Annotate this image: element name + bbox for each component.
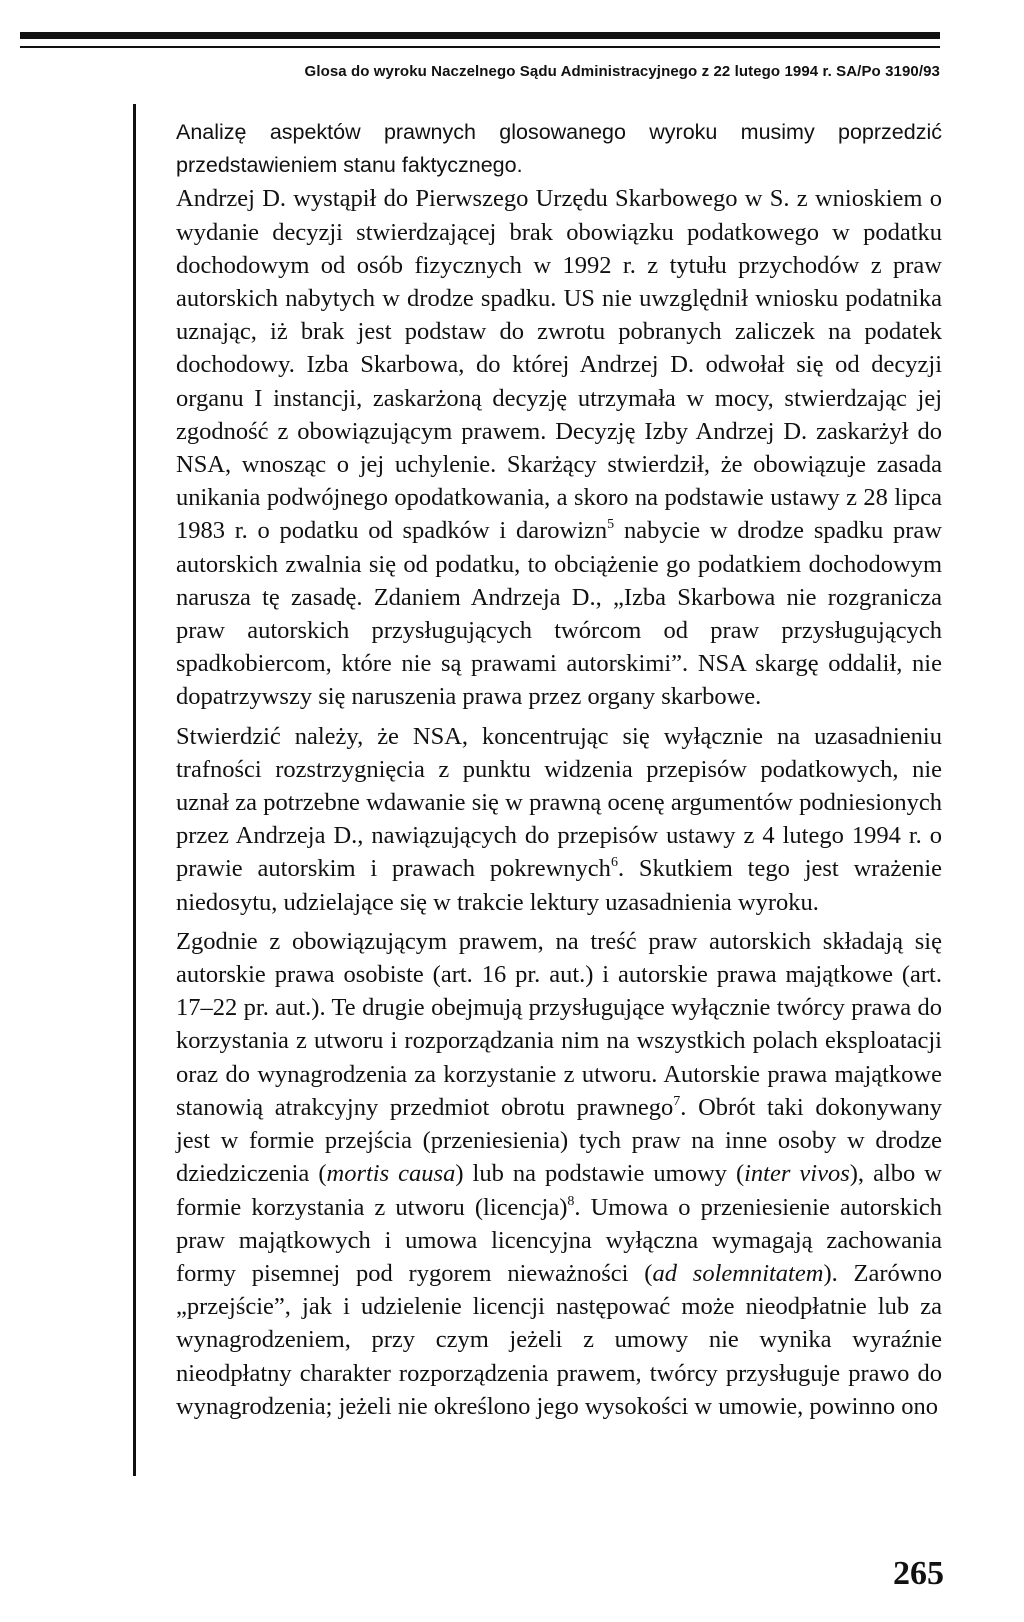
latin-term: ad solemnitatem [652,1259,824,1287]
header-rule-thick [20,32,940,39]
latin-term: inter vivos [744,1160,850,1188]
footnote-ref-5: 5 [607,517,615,533]
running-title: Glosa do wyroku Naczelnego Sądu Administracyjnego z 22 lutego 1994 r. SA/Po 3190/93 [304,63,940,80]
paragraph-assessment [176,720,942,919]
margin-bar [133,104,136,1476]
article-body [176,116,942,1423]
footnote-ref-8: 8 [567,1193,575,1209]
text-run: . Umowa o przeniesienie autorskich praw majątkowych i umowa licencyjna wyłączna wymagają zachowania formy pisemnej pod rygorem nieważności ( [176,1193,942,1287]
footnote-ref-7: 7 [673,1093,681,1109]
header-rule-thin [20,46,940,48]
paragraph-facts [176,182,942,713]
text-run: ). Zarówno „przejście”, jak i udzielenie licencji następować może nieodpłatnie lub za wynagrodzeniem, przy czym jeżeli z umowy nie wynika wyraźnie nieodpłatny charakter rozporządzenia prawem, twórcy przysługuje prawo do wynagrodzenia; jeżeli nie określono jego wysokości w umowie, powinno ono [176,1259,942,1420]
text-run: Stwierdzić należy, że NSA, koncentrując się wyłącznie na uzasadnieniu trafności rozstrzygnięcia z punktu widzenia przepisów podatkowych, nie uznał za potrzebne wdawanie się w prawną ocenę argumentów podniesionych przez Andrzeja D., nawiązujących do przepisów ustawy z 4 lutego 1994 r. o prawie autorskim i prawach pokrewnych [176,722,942,883]
text-run: . Obrót taki dokonywany jest w formie przejścia (przeniesienia) tych praw na inne osoby w drodze dziedziczenia ( [176,1093,942,1188]
footnote-ref-6: 6 [610,855,618,871]
text-run: ) lub na podstawie umowy ( [455,1160,745,1188]
paragraph-intro: Analizę aspektów prawnych glosowanego wyroku musimy poprzedzić przedstawieniem stanu faktycznego. [176,120,942,178]
text-run: ), albo w formie korzystania z utworu (licencja) [176,1160,942,1221]
latin-term: mortis causa [326,1160,456,1188]
text-run: Zgodnie z obowiązującym prawem, na treść praw autorskich składają się autorskie prawa osobiste (art. 16 pr. aut.) i autorskie prawa majątkowe (art. 17–22 pr. aut.). Te drugie obejmują przysługujące wyłącznie twórcy prawa do korzystania z utworu i rozporządzania nim na wszystkich polach eksploatacji oraz do wynagrodzenia za korzystanie z utworu. Autorskie prawa majątkowe stanowią atrakcyjny przedmiot obrotu prawnego [176,927,942,1121]
page-number: 265 [893,1555,944,1592]
text-run: . Skutkiem tego jest wrażenie niedosytu, udzielające się w trakcie lektury uzasadnienia wyroku. [176,855,942,916]
text-run: Andrzej D. wystąpił do Pierwszego Urzędu Skarbowego w S. z wnioskiem o wydanie decyzji stwierdzającej brak obowiązku podatkowego w podatku dochodowym od osób fizycznych w 1992 r. z tytułu przychodów z praw autorskich nabytych w drodze spadku. US nie uwzględnił wniosku podatnika uznając, iż brak jest podstaw do zwrotu pobranych zaliczek na podatek dochodowy. Izba Skarbowa, do której Andrzej D. odwołał się od decyzji organu I instancji, zaskarżoną decyzję utrzymała w mocy, stwierdzając jej zgodność z obowiązującym prawem. Decyzję Izby Andrzej D. zaskarżył do NSA, wnosząc o jej uchylenie. Skarżący stwierdził, że obowiązuje zasada unikania podwójnego opodatkowania, a skoro na podstawie ustawy z 28 lipca 1983 r. o podatku od spadków i darowizn [176,185,942,545]
text-run: nabycie w drodze spadku praw autorskich zwalnia się od podatku, to obciążenie go podatkiem dochodowym narusza tę zasadę. Zdaniem Andrzeja D., „Izba Skarbowa nie rozgranicza praw autorskich przysługujących twórcom od praw przysługujących spadkobiercom, które nie są prawami autorskimi”. NSA skargę oddalił, nie dopatrzywszy się naruszenia prawa przez organy skarbowe. [176,517,942,711]
paragraph-law [176,925,942,1423]
